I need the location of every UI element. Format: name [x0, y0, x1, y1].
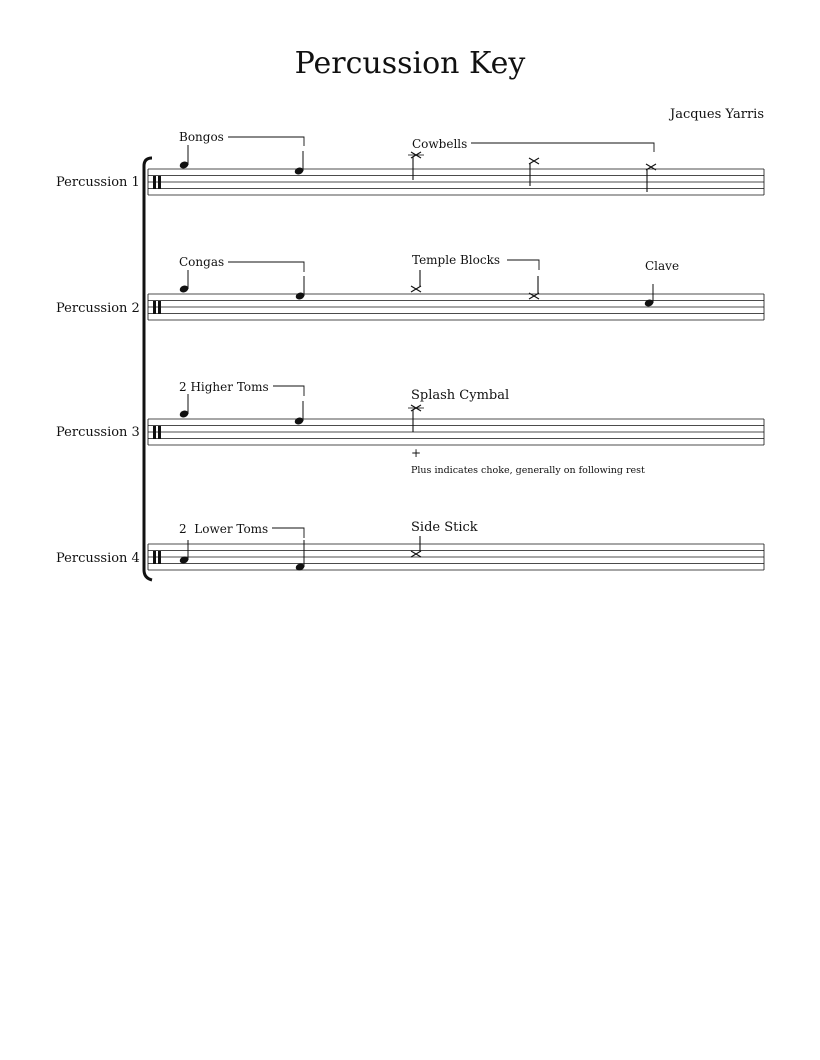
percussion-clef — [153, 301, 161, 314]
group-bracket — [272, 528, 304, 538]
note — [411, 270, 421, 292]
group-label-temple-blocks: Temple Blocks — [412, 253, 501, 267]
note — [529, 276, 539, 299]
note — [179, 145, 190, 170]
note — [411, 536, 421, 557]
note — [644, 284, 655, 308]
staff-percussion-3 — [56, 380, 764, 476]
group-bracket — [273, 386, 304, 396]
group-label-bongos: Bongos — [179, 130, 224, 144]
note — [646, 164, 656, 192]
note — [294, 151, 305, 176]
percussion-clef — [153, 176, 161, 189]
choke-marking: + — [411, 446, 422, 460]
group-label-splash-cymbal: Splash Cymbal — [411, 388, 510, 403]
note — [179, 270, 190, 294]
group-label-lower-toms: 2 Lower Toms — [179, 522, 269, 536]
note — [179, 394, 190, 419]
staff-lines — [148, 544, 764, 570]
staff-name: Percussion 2 — [56, 301, 140, 316]
group-bracket — [228, 137, 304, 146]
group-bracket — [507, 260, 539, 270]
group-label-higher-toms: 2 Higher Toms — [179, 380, 269, 394]
group-label-clave: Clave — [645, 259, 680, 273]
group-bracket — [228, 262, 304, 272]
percussion-clef — [153, 426, 161, 439]
choke-footnote: Plus indicates choke, generally on following rest — [411, 465, 645, 476]
group-bracket — [471, 143, 654, 152]
staff-name: Percussion 4 — [56, 551, 140, 566]
staff-lines — [148, 294, 764, 320]
staff-percussion-2 — [56, 253, 764, 320]
group-label-side-stick: Side Stick — [411, 520, 478, 535]
staff-name: Percussion 1 — [56, 175, 140, 190]
staff-percussion-4 — [56, 520, 764, 572]
percussion-clef — [153, 551, 161, 564]
note — [295, 276, 306, 301]
group-label-congas: Congas — [179, 255, 225, 269]
score-title: Percussion Key — [294, 46, 526, 81]
system-brace — [144, 158, 152, 580]
note — [408, 405, 424, 432]
staff-lines — [148, 419, 764, 445]
staff-name: Percussion 3 — [56, 425, 140, 440]
group-label-cowbells: Cowbells — [412, 137, 468, 151]
staff-lines — [148, 169, 764, 195]
note — [294, 401, 305, 426]
staff-percussion-1 — [56, 130, 764, 195]
note — [295, 540, 306, 572]
composer-name: Jacques Yarris — [669, 107, 764, 122]
